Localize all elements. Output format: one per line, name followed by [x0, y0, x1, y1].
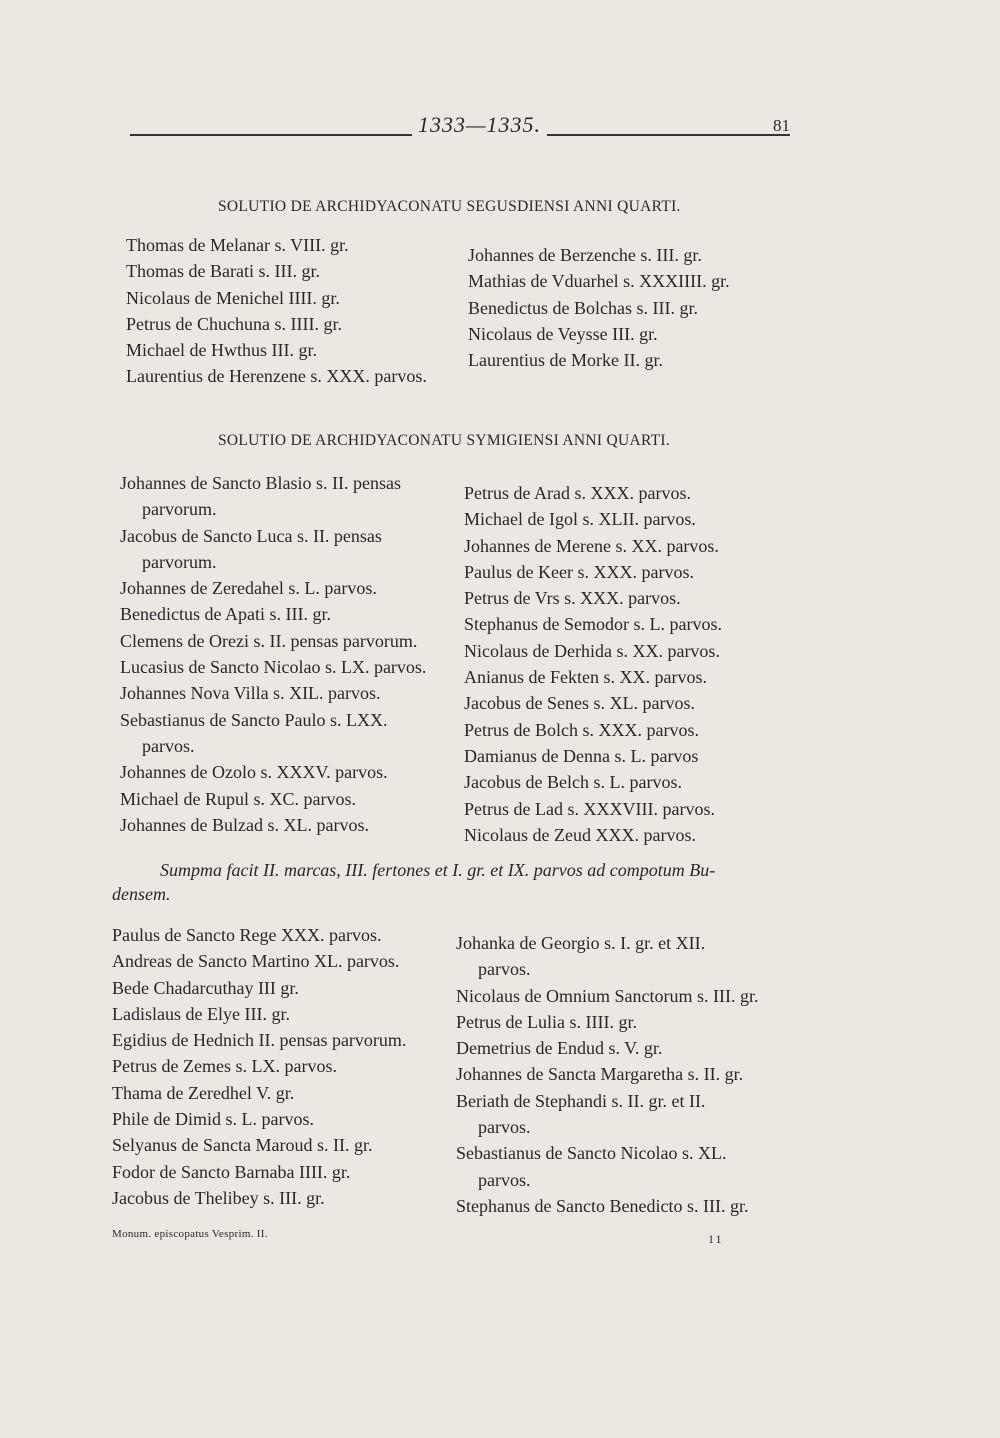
list-item [120, 575, 450, 601]
list-item [120, 812, 450, 838]
list-item [456, 1140, 796, 1193]
entry-text: Michael de Hwthus III. gr. [126, 340, 317, 361]
list-item [468, 347, 788, 373]
list-item [112, 1053, 452, 1079]
entry-continuation: parvos. [478, 1169, 531, 1190]
entry-text: Damianus de Denna s. L. parvos [464, 745, 699, 766]
list-item [464, 611, 794, 637]
summa-line-1: Sumpma facit II. marcas, III. fertones et I. gr. et IX. parvos ad compotum Bu- [160, 860, 716, 880]
entry-continuation: parvorum. [142, 551, 217, 572]
section3-left-column [112, 922, 452, 1211]
list-item [464, 533, 794, 559]
list-item [456, 1193, 796, 1219]
summa-paragraph [112, 858, 792, 906]
entry-text: Stephanus de Sancto Benedicto s. III. gr. [456, 1195, 749, 1216]
section2-right-column [464, 480, 794, 848]
page-number: 81 [773, 116, 790, 135]
list-item [456, 1061, 796, 1087]
entry-text: Johannes de Sancto Blasio s. II. pensas [120, 473, 401, 493]
list-item [464, 717, 794, 743]
entry-continuation: parvos. [478, 1117, 531, 1138]
entry-text: Johannes de Berzenche s. III. gr. [468, 245, 702, 265]
entry-text: Petrus de Zemes s. LX. parvos. [112, 1056, 337, 1077]
list-item [112, 1027, 452, 1053]
entry-text: Petrus de Bolch s. XXX. parvos. [464, 719, 699, 740]
list-item [464, 559, 794, 585]
list-item [464, 822, 794, 848]
entry-text: Stephanus de Semodor s. L. parvos. [464, 614, 722, 635]
list-item [120, 759, 450, 785]
entry-text: Selyanus de Sancta Maroud s. II. gr. [112, 1135, 373, 1156]
list-item [120, 680, 450, 706]
section3-right-column [456, 930, 796, 1219]
list-item [456, 1088, 796, 1141]
section1-right-column [468, 242, 788, 373]
list-item [464, 743, 794, 769]
list-item [112, 922, 452, 948]
list-item [468, 268, 788, 294]
entry-text: Benedictus de Apati s. III. gr. [120, 604, 331, 625]
entry-text: Johannes de Merene s. XX. parvos. [464, 535, 719, 556]
list-item [126, 311, 456, 337]
entry-text: Petrus de Lad s. XXXVIII. parvos. [464, 798, 715, 819]
list-item [126, 337, 456, 363]
entry-text: Jacobus de Belch s. L. parvos. [464, 772, 682, 793]
entry-continuation: parvos. [478, 959, 531, 980]
header-year-range: 1333—1335. [412, 112, 547, 138]
list-item [468, 242, 788, 268]
entry-text: Johannes de Sancta Margaretha s. II. gr. [456, 1064, 744, 1085]
entry-text: Petrus de Lulia s. IIII. gr. [456, 1011, 637, 1032]
entry-text: Sebastianus de Sancto Nicolao s. XL. [456, 1143, 727, 1164]
entry-text: Michael de Igol s. XLII. parvos. [464, 509, 696, 530]
list-item [126, 363, 456, 389]
list-item [468, 295, 788, 321]
entry-text: Nicolaus de Zeud XXX. parvos. [464, 824, 696, 845]
list-item [120, 601, 450, 627]
entry-text: Anianus de Fekten s. XX. parvos. [464, 667, 707, 688]
entry-text: Petrus de Arad s. XXX. parvos. [464, 483, 691, 503]
list-item [120, 523, 450, 576]
entry-text: Phile de Dimid s. L. parvos. [112, 1109, 314, 1130]
entry-text: Nicolaus de Menichel IIII. gr. [126, 287, 340, 308]
section2-title: SOLUTIO DE ARCHIDYACONATU SYMIGIENSI ANNI QUARTI. [218, 432, 671, 449]
entry-text: Paulus de Sancto Rege XXX. parvos. [112, 925, 382, 945]
footnote: Monum. episcopatus Vesprim. II. [112, 1228, 268, 1240]
entry-text: Laurentius de Morke II. gr. [468, 350, 663, 371]
entry-text: Nicolaus de Derhida s. XX. parvos. [464, 640, 720, 661]
entry-text: Egidius de Hednich II. pensas parvorum. [112, 1030, 407, 1051]
list-item [456, 930, 796, 983]
list-item [468, 321, 788, 347]
list-item [112, 948, 452, 974]
entry-text: Jacobus de Senes s. XL. parvos. [464, 693, 695, 714]
entry-text: Paulus de Keer s. XXX. parvos. [464, 561, 694, 582]
signature-mark: 11 [708, 1232, 724, 1246]
section2-left-column [120, 470, 450, 838]
entry-text: Fodor de Sancto Barnaba IIII. gr. [112, 1161, 351, 1182]
list-item [112, 975, 452, 1001]
list-item [120, 707, 450, 760]
entry-text: Jacobus de Sancto Luca s. II. pensas [120, 525, 382, 546]
entry-text: Petrus de Chuchuna s. IIII. gr. [126, 313, 342, 334]
running-header [130, 112, 790, 152]
list-item [120, 628, 450, 654]
entry-text: Thomas de Melanar s. VIII. gr. [126, 235, 349, 255]
entry-text: Nicolaus de Omnium Sanctorum s. III. gr. [456, 985, 759, 1006]
entry-text: Lucasius de Sancto Nicolao s. LX. parvos. [120, 657, 427, 678]
entry-text: Demetrius de Endud s. V. gr. [456, 1038, 663, 1059]
list-item [126, 258, 456, 284]
entry-text: Johannes de Ozolo s. XXXV. parvos. [120, 762, 388, 783]
list-item [464, 796, 794, 822]
entry-text: Thama de Zeredhel V. gr. [112, 1082, 295, 1103]
list-item [464, 585, 794, 611]
list-item [464, 480, 794, 506]
entry-text: Mathias de Vduarhel s. XXXIIII. gr. [468, 271, 730, 292]
entry-text: Andreas de Sancto Martino XL. parvos. [112, 951, 400, 972]
entry-text: Beriath de Stephandi s. II. gr. et II. [456, 1090, 706, 1111]
entry-text: Johannes Nova Villa s. XIL. parvos. [120, 683, 381, 704]
summa-line-2: densem. [112, 884, 171, 904]
entry-continuation: parvos. [142, 735, 195, 756]
entry-text: Petrus de Vrs s. XXX. parvos. [464, 588, 681, 609]
entry-text: Ladislaus de Elye III. gr. [112, 1003, 290, 1024]
list-item [464, 664, 794, 690]
list-item [464, 638, 794, 664]
entry-text: Michael de Rupul s. XC. parvos. [120, 788, 356, 809]
list-item [126, 285, 456, 311]
section1-left-column [126, 232, 456, 390]
entry-text: Clemens de Orezi s. II. pensas parvorum. [120, 630, 418, 651]
list-item [456, 1009, 796, 1035]
list-item [112, 1001, 452, 1027]
section1-title: SOLUTIO DE ARCHIDYACONATU SEGUSDIENSI ANNI QUARTI. [218, 198, 681, 215]
list-item [120, 470, 450, 523]
entry-text: Sebastianus de Sancto Paulo s. LXX. [120, 709, 388, 730]
list-item [112, 1132, 452, 1158]
list-item [464, 769, 794, 795]
list-item [464, 506, 794, 532]
entry-text: Johannes de Zeredahel s. L. parvos. [120, 578, 377, 599]
entry-text: Nicolaus de Veysse III. gr. [468, 323, 658, 344]
list-item [120, 786, 450, 812]
list-item [126, 232, 456, 258]
list-item [464, 690, 794, 716]
entry-text: Benedictus de Bolchas s. III. gr. [468, 297, 698, 318]
list-item [456, 1035, 796, 1061]
list-item [112, 1106, 452, 1132]
list-item [120, 654, 450, 680]
entry-text: Laurentius de Herenzene s. XXX. parvos. [126, 366, 427, 387]
entry-continuation: parvorum. [142, 499, 217, 520]
list-item [112, 1080, 452, 1106]
list-item [112, 1185, 452, 1211]
entry-text: Johanka de Georgio s. I. gr. et XII. [456, 933, 706, 953]
entry-text: Bede Chadarcuthay III gr. [112, 977, 299, 998]
entry-text: Jacobus de Thelibey s. III. gr. [112, 1187, 325, 1208]
list-item [456, 983, 796, 1009]
list-item [112, 1159, 452, 1185]
entry-text: Johannes de Bulzad s. XL. parvos. [120, 814, 369, 835]
entry-text: Thomas de Barati s. III. gr. [126, 261, 320, 282]
